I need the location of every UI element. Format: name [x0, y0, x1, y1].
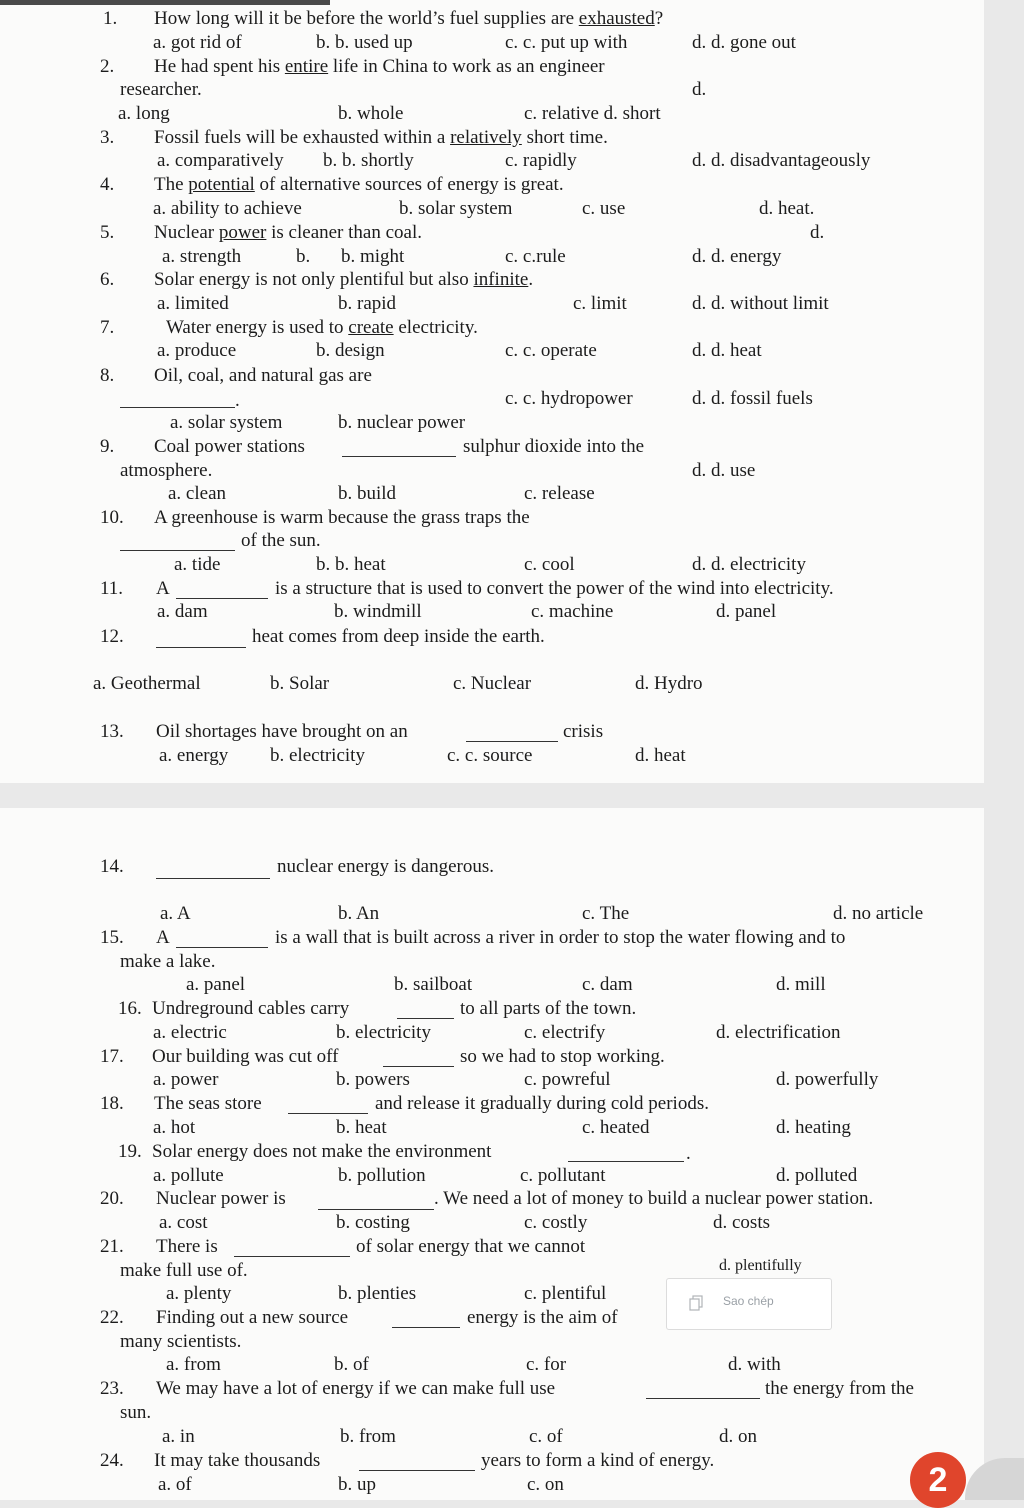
q21-option-a: a. plenty [166, 1283, 232, 1304]
q8-tail: . [235, 390, 240, 411]
q23-option-d: d. on [719, 1426, 757, 1447]
q9-text-a: Coal power stations [154, 436, 305, 457]
q15-text-cont: make a lake. [120, 951, 216, 972]
q5-option-b1: b. [296, 246, 311, 267]
q13-option-d: d. heat [635, 745, 686, 766]
q16-option-d: d. electrification [716, 1022, 841, 1043]
q4-underlined: potential [188, 174, 255, 195]
q22-answer-blank [392, 1327, 460, 1328]
copy-popup[interactable] [666, 1278, 832, 1330]
q16-option-b: b. electricity [336, 1022, 431, 1043]
q17-text-a: Our building was cut off [152, 1046, 339, 1067]
q22-number: 22. [100, 1307, 124, 1328]
q8-option-c: c. c. hydropower [505, 388, 633, 409]
q17-text-b: so we had to stop working. [460, 1046, 665, 1067]
q20-option-b: b. costing [336, 1212, 410, 1233]
q7-underlined: create [348, 317, 394, 338]
q13-answer-blank [466, 741, 558, 742]
q19-tail: . [686, 1143, 691, 1164]
q17-option-c: c. powreful [524, 1069, 611, 1090]
q8-option-d: d. d. fossil fuels [692, 388, 813, 409]
q20-option-d: d. costs [713, 1212, 770, 1233]
q22-option-c: c. for [526, 1354, 567, 1375]
q19-option-b: b. pollution [338, 1165, 426, 1186]
q21-text-b: of solar energy that we cannot [356, 1236, 586, 1257]
q8-option-a: a. solar system [170, 412, 283, 433]
q24-option-a: a. of [158, 1474, 192, 1495]
copy-icon [689, 1295, 703, 1311]
q2-text-b: life in China to work as an engineer [328, 56, 605, 77]
q6-text-a: Solar energy is not only plentiful but also [154, 269, 474, 290]
q13-text-b: crisis [563, 721, 604, 742]
q1-option-c: c. c. put up with [505, 32, 628, 53]
q23-option-a: a. in [162, 1426, 195, 1447]
q4-number: 4. [100, 174, 115, 195]
q3-underlined: relatively [450, 127, 522, 148]
q2-text-cont: researcher. [120, 79, 202, 100]
q16-answer-blank [397, 1018, 454, 1019]
q5-text-a: Nuclear [154, 222, 219, 243]
q2-option-b: b. whole [338, 103, 404, 124]
top-header-bar [0, 0, 330, 5]
q21-number: 21. [100, 1236, 124, 1257]
q14-option-c: c. The [582, 903, 630, 924]
q6-number: 6. [100, 269, 115, 290]
q1-option-a: a. got rid of [153, 32, 242, 53]
q7-option-d: d. d. heat [692, 340, 762, 361]
q6-underlined: infinite [473, 269, 529, 290]
q6-option-d: d. d. without limit [692, 293, 829, 314]
q21-text-a: There is [156, 1236, 218, 1257]
q3-text-b: short time. [521, 127, 608, 148]
q19-option-d: d. polluted [776, 1165, 858, 1186]
q16-option-c: c. electrify [524, 1022, 606, 1043]
worksheet-page-2 [0, 808, 984, 1500]
q22-text-cont: many scientists. [120, 1331, 242, 1352]
q9-text-b: sulphur dioxide into the [463, 436, 645, 457]
q15-option-c: c. dam [582, 974, 633, 995]
q2-option-d-label: d. [692, 79, 707, 100]
q12-option-b: b. Solar [270, 673, 330, 694]
q22-text-b: energy is the aim of [467, 1307, 618, 1328]
q18-number: 18. [100, 1093, 124, 1114]
q24-text-b: years to form a kind of energy. [481, 1450, 715, 1471]
q11-option-a: a. dam [157, 601, 208, 622]
q2-number: 2. [100, 56, 115, 77]
q18-text-a: The seas store [154, 1093, 262, 1114]
q17-option-d: d. powerfully [776, 1069, 879, 1090]
q17-option-b: b. powers [336, 1069, 410, 1090]
q7-text-a: Water energy is used to [166, 317, 349, 338]
q13-option-a: a. energy [159, 745, 229, 766]
q20-answer-blank [318, 1209, 434, 1210]
q17-answer-blank [383, 1066, 454, 1067]
q7-text [166, 317, 478, 339]
q3-option-c: c. rapidly [505, 150, 577, 171]
q7-text-b: electricity. [393, 317, 478, 338]
q5-option-d: d. d. energy [692, 246, 782, 267]
q6-option-c: c. limit [573, 293, 627, 314]
q10-option-c: c. cool [524, 554, 575, 575]
q13-number: 13. [100, 721, 124, 742]
q5-text [154, 222, 422, 244]
q10-option-d: d. d. electricity [692, 554, 806, 575]
q15-number: 15. [100, 927, 124, 948]
q5-number: 5. [100, 222, 115, 243]
q15-answer-blank [176, 947, 268, 948]
q15-option-b: b. sailboat [394, 974, 473, 995]
q22-option-a: a. from [166, 1354, 221, 1375]
q22-option-d: d. with [728, 1354, 781, 1375]
q22-option-b: b. of [334, 1354, 369, 1375]
q8-number: 8. [100, 365, 115, 386]
q10-number: 10. [100, 507, 124, 528]
q21-option-d: d. plentifully [719, 1257, 802, 1274]
q3-option-d: d. d. disadvantageously [692, 150, 871, 171]
q3-text-a: Fossil fuels will be exhausted within a [154, 127, 451, 148]
q17-number: 17. [100, 1046, 124, 1067]
q4-text-b: of alternative sources of energy is great. [254, 174, 564, 195]
q23-text-cont: sun. [120, 1402, 152, 1423]
q15-text-a: A [156, 927, 170, 948]
q22-text-a: Finding out a new source [156, 1307, 349, 1328]
q1-text-b: ? [654, 8, 664, 29]
q18-text-b: and release it gradually during cold periods. [375, 1093, 709, 1114]
q11-option-c: c. machine [531, 601, 614, 622]
q12-option-a: a. Geothermal [93, 673, 201, 694]
q9-option-d: d. d. use [692, 460, 756, 481]
q10-text: A greenhouse is warm because the grass traps the [154, 507, 530, 528]
q12-option-c: c. Nuclear [453, 673, 532, 694]
copy-label[interactable]: Sao chép [723, 1294, 774, 1308]
q5-text-b: is cleaner than coal. [266, 222, 422, 243]
q7-number: 7. [100, 317, 115, 338]
q10-text-cont: of the sun. [241, 530, 321, 551]
q1-underlined: exhausted [578, 8, 655, 29]
q11-option-b: b. windmill [334, 601, 422, 622]
q16-text-a: Undreground cables carry [152, 998, 350, 1019]
q23-option-b: b. from [340, 1426, 396, 1447]
q8-text: Oil, coal, and natural gas are [154, 365, 372, 386]
q15-text-b: is a wall that is built across a river in order to stop the water flowing and to [275, 927, 846, 948]
q21-option-c: c. plentiful [524, 1283, 607, 1304]
q18-option-d: d. heating [776, 1117, 851, 1138]
q11-number: 11. [100, 578, 124, 599]
q7-option-c: c. c. operate [505, 340, 597, 361]
q14-text: nuclear energy is dangerous. [277, 856, 495, 877]
q21-option-b: b. plenties [338, 1283, 417, 1304]
q4-text-a: The [154, 174, 189, 195]
q3-number: 3. [100, 127, 115, 148]
q11-answer-blank [176, 598, 268, 599]
q15-option-a: a. panel [186, 974, 246, 995]
q19-answer-blank [568, 1161, 684, 1162]
q20-option-c: c. costly [524, 1212, 588, 1233]
q19-number: 19. [118, 1141, 142, 1162]
q16-option-a: a. electric [153, 1022, 227, 1043]
q24-number: 24. [100, 1450, 124, 1471]
q13-text-a: Oil shortages have brought on an [156, 721, 408, 742]
q23-number: 23. [100, 1378, 124, 1399]
q1-number: 1. [103, 8, 118, 29]
q19-option-a: a. pollute [153, 1165, 224, 1186]
q5-option-d-label: d. [810, 222, 825, 243]
q6-option-a: a. limited [157, 293, 229, 314]
q1-text [154, 8, 663, 30]
q12-text: heat comes from deep inside the earth. [252, 626, 545, 647]
q13-option-b: b. electricity [270, 745, 365, 766]
q6-option-b: b. rapid [338, 293, 397, 314]
q18-answer-blank [288, 1113, 368, 1114]
q14-answer-blank [156, 878, 270, 879]
q9-option-a: a. clean [168, 483, 227, 504]
q24-text-a: It may take thousands [154, 1450, 321, 1471]
q4-option-a: a. ability to achieve [153, 198, 302, 219]
q12-answer-blank [156, 647, 246, 648]
q10-answer-blank [120, 550, 235, 551]
q12-number: 12. [100, 626, 124, 647]
q7-option-a: a. produce [157, 340, 237, 361]
q5-option-b2: b. might [341, 246, 405, 267]
q23-text-a: We may have a lot of energy if we can make full use [156, 1378, 556, 1399]
q2-underlined: entire [284, 56, 329, 77]
q11-option-d: d. panel [716, 601, 777, 622]
q14-option-a: a. A [160, 903, 191, 924]
q4-option-b: b. solar system [399, 198, 513, 219]
q8-answer-blank [120, 407, 235, 408]
q20-text-b: . We need a lot of money to build a nuclear power station. [434, 1188, 874, 1209]
q14-option-b: b. An [338, 903, 380, 924]
q7-option-b: b. design [316, 340, 385, 361]
q24-answer-blank [359, 1470, 475, 1471]
q9-option-b: b. build [338, 483, 397, 504]
q14-option-d: d. no article [833, 903, 924, 924]
q14-number: 14. [100, 856, 124, 877]
q11-text-a: A [156, 578, 170, 599]
q20-number: 20. [100, 1188, 124, 1209]
q9-answer-blank [342, 456, 456, 457]
q3-text [154, 127, 608, 149]
q21-answer-blank [234, 1256, 350, 1257]
q3-option-a: a. comparatively [157, 150, 284, 171]
q6-text-b: . [528, 269, 534, 290]
q5-option-a: a. strength [162, 246, 242, 267]
q16-number: 16. [118, 998, 142, 1019]
q4-text [154, 174, 564, 196]
q6-text [154, 269, 533, 291]
q4-option-c: c. use [582, 198, 626, 219]
q19-option-c: c. pollutant [520, 1165, 606, 1186]
q16-text-b: to all parts of the town. [460, 998, 637, 1019]
q19-text: Solar energy does not make the environment [152, 1141, 492, 1162]
q18-option-a: a. hot [153, 1117, 196, 1138]
worksheet-page-1 [0, 0, 984, 783]
q2-option-c: c. relative d. short [524, 103, 661, 124]
q18-option-b: b. heat [336, 1117, 387, 1138]
q4-option-d: d. heat. [759, 198, 815, 219]
q12-option-d: d. Hydro [635, 673, 703, 694]
q23-text-b: the energy from the [765, 1378, 914, 1399]
q17-option-a: a. power [153, 1069, 219, 1090]
q1-text-a: How long will it be before the world’s fuel supplies are [154, 8, 579, 29]
q13-option-c: c. c. source [447, 745, 533, 766]
q24-option-c: c. on [527, 1474, 564, 1495]
page-number-badge: 2 [910, 1452, 966, 1508]
q24-option-b: b. up [338, 1474, 376, 1495]
q11-text-b: is a structure that is used to convert the power of the wind into electricity. [275, 578, 834, 599]
q2-option-a: a. long [118, 103, 170, 124]
q1-option-b: b. b. used up [316, 32, 413, 53]
q10-option-a: a. tide [174, 554, 221, 575]
q5-option-c: c. c.rule [505, 246, 566, 267]
q2-text [154, 56, 605, 78]
q9-option-c: c. release [524, 483, 595, 504]
q18-option-c: c. heated [582, 1117, 650, 1138]
q23-option-c: c. of [529, 1426, 563, 1447]
q9-text-cont: atmosphere. [120, 460, 213, 481]
q20-text-a: Nuclear power is [156, 1188, 286, 1209]
q20-option-a: a. cost [159, 1212, 208, 1233]
q15-option-d: d. mill [776, 974, 826, 995]
q23-answer-blank [646, 1398, 760, 1399]
q8-option-b: b. nuclear power [338, 412, 466, 433]
q21-text-cont: make full use of. [120, 1260, 248, 1281]
q3-option-b: b. b. shortly [323, 150, 414, 171]
q9-number: 9. [100, 436, 115, 457]
q10-option-b: b. b. heat [316, 554, 386, 575]
q5-underlined: power [218, 222, 267, 243]
q2-text-a: He had spent his [154, 56, 285, 77]
q1-option-d: d. d. gone out [692, 32, 796, 53]
